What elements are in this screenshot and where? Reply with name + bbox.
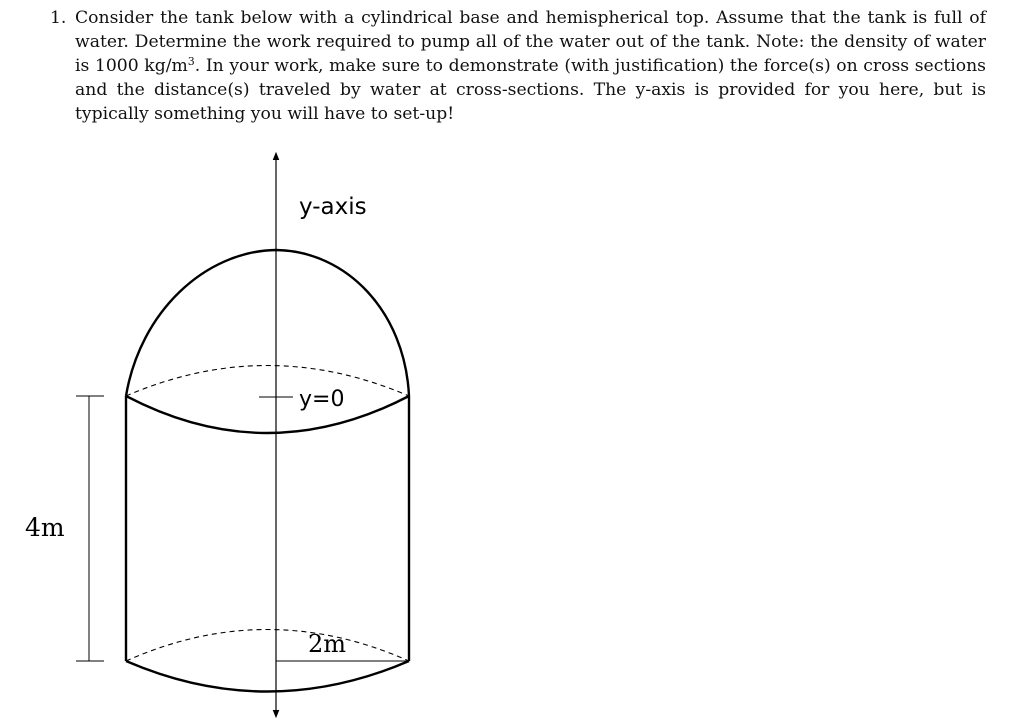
problem-text-part2: . In your work, make sure to demonstrate (with justification) the force(s) on cross sections and the distance(s) traveled by water at cross-sections. The y-axis is provided for you here, but is typically something you will have to set-up! bbox=[75, 56, 986, 124]
hemisphere-dome bbox=[126, 250, 409, 396]
top-rim-back bbox=[126, 366, 409, 397]
problem-text-part1: Consider the tank below with a cylindrical base and hemispherical top. Assume that the tank is full of water. Determine the work required to pump all of the water out of the tank. Note: the density of water is 1000 kg/m bbox=[75, 8, 986, 76]
bottom-rim-back bbox=[126, 630, 409, 662]
density-exponent: 3 bbox=[187, 55, 195, 68]
y-axis-label: y-axis bbox=[299, 194, 367, 220]
radius-label: 2m bbox=[308, 630, 347, 658]
problem-number: 1. bbox=[50, 8, 67, 28]
bottom-rim-front bbox=[126, 661, 409, 692]
height-label: 4m bbox=[25, 513, 65, 542]
top-rim-front bbox=[126, 396, 409, 433]
origin-label: y=0 bbox=[299, 387, 345, 412]
